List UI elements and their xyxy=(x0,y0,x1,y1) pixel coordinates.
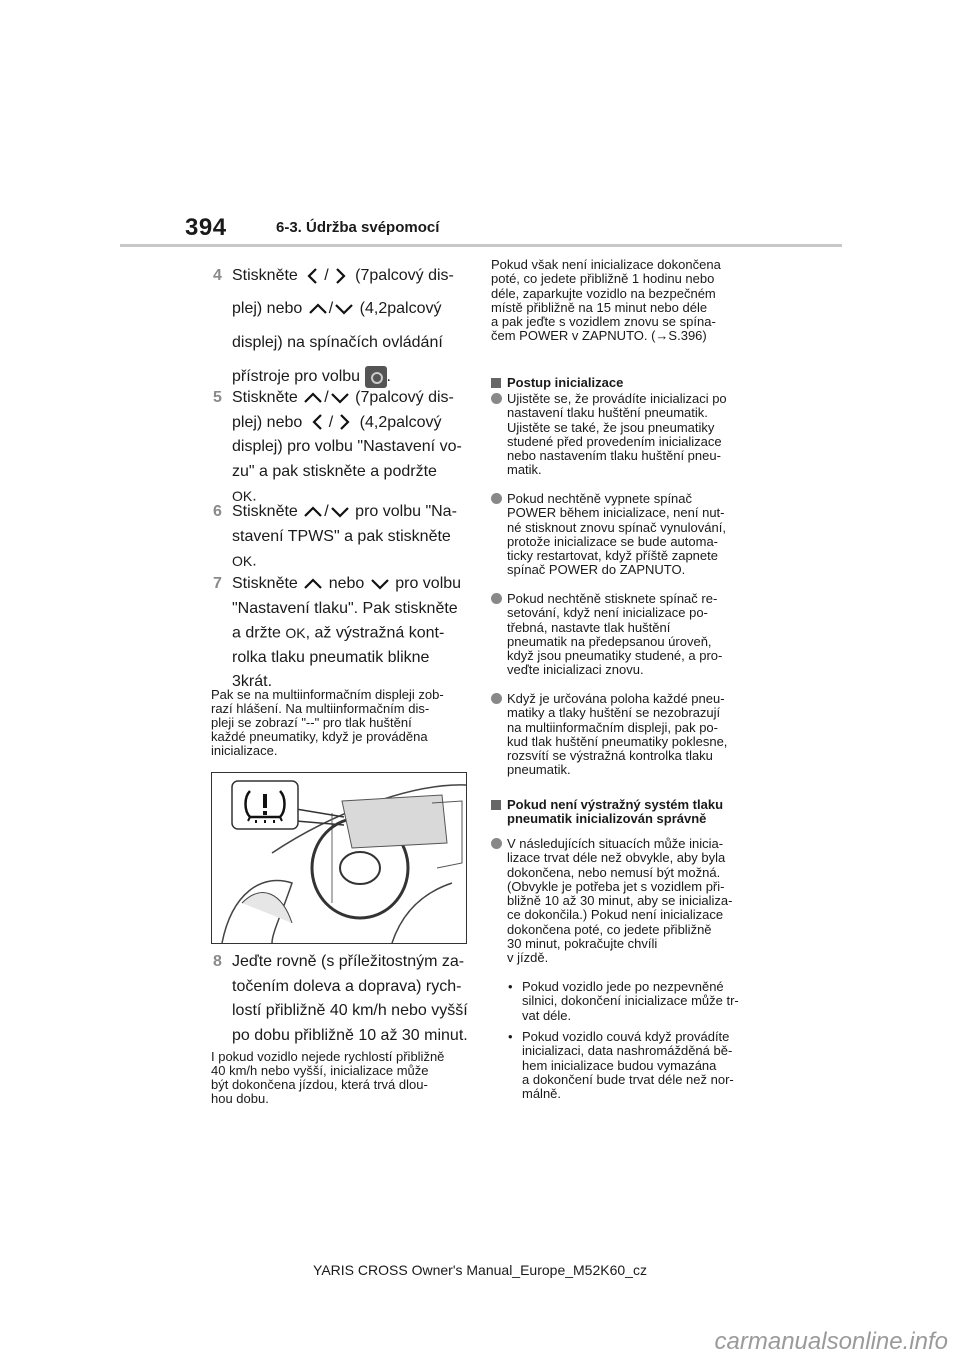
circle-bullet-icon xyxy=(491,393,502,404)
step-text: / xyxy=(328,413,334,431)
para-line: poté, co jedete přibližně 1 hodinu nebo xyxy=(491,271,715,287)
circle-bullet-icon xyxy=(491,593,502,604)
step-text: (4,2palcový xyxy=(359,300,442,317)
step-text: stavení TPWS" a pak stiskněte xyxy=(232,527,451,545)
bullet-line: protože inicializace se bude automa- xyxy=(507,533,719,549)
circle-bullet-icon xyxy=(491,838,502,849)
chevron-left-icon xyxy=(307,413,329,431)
bullet-3 xyxy=(507,592,767,678)
bullet-line: kud tlak huštění pneumatiky poklesne, xyxy=(507,733,728,749)
heading-postup xyxy=(507,376,767,390)
bullet-line: ticky restartovat, když příště zapnete xyxy=(507,548,718,564)
bullet-5 xyxy=(507,837,769,966)
bullet-line: Když je určována poloha každé pneu- xyxy=(507,691,725,706)
bullet-line: POWER během inicializace, není nut- xyxy=(507,505,725,521)
chevron-down-icon xyxy=(369,575,391,593)
bullet-line: matiky a tlaky huštění se nezobrazují xyxy=(507,705,721,721)
para-line: a pak jeďte s vozidlem znovu se spína- xyxy=(491,314,716,330)
chevron-up-icon xyxy=(307,300,329,318)
page-footer: YARIS CROSS Owner's Manual_Europe_M52K60_cz xyxy=(313,1262,647,1278)
heading-text: Postup inicializace xyxy=(507,375,624,390)
dot-bullet-icon: • xyxy=(508,979,513,994)
chevron-right-icon xyxy=(329,267,351,285)
step-text: Jeďte rovně (s příležitostným za- xyxy=(232,953,465,970)
bullet-line: dokončena, nebo nemusí být možná. xyxy=(507,864,721,880)
step-number: 5 xyxy=(213,389,222,406)
note-line: 40 km/h nebo vyšší, inicializace může xyxy=(211,1063,429,1078)
bullet-line: a dokončení bude trvat déle než nor- xyxy=(522,1071,734,1087)
watermark: carmanualsonline.info xyxy=(714,1328,948,1355)
step-text: , až výstražná kont- xyxy=(305,624,445,642)
bullet-4 xyxy=(507,692,767,778)
step-text: rolka tlaku pneumatik blikne xyxy=(232,648,430,666)
bullet-line: 30 minut, pokračujte chvíli xyxy=(507,936,658,952)
bullet-line: v jízdě. xyxy=(507,950,549,966)
step-text: Stiskněte xyxy=(232,503,298,520)
bullet-line: Pokud vozidlo jede po nezpevněné xyxy=(522,979,724,994)
circle-bullet-icon xyxy=(491,693,502,704)
header-rule xyxy=(120,244,842,247)
step-number: 4 xyxy=(213,267,222,284)
bullet-line: když jsou pneumatiky studené, a pro- xyxy=(507,648,723,664)
bullet-line: ce dokončila.) Pokud není inicializace xyxy=(507,907,724,923)
gear-icon xyxy=(365,366,387,388)
note-line: Pak se na multiinformačním displeji zob- xyxy=(211,687,444,702)
bullet-line: nebo nastavením tlaku huštění pneu- xyxy=(507,448,721,464)
step-8 xyxy=(213,950,472,1048)
ok-icon: OK xyxy=(232,488,253,504)
bullet-line: Ujistěte se, že provádíte inicializaci po xyxy=(507,391,727,406)
bullet-line: pneumatik. xyxy=(507,762,571,778)
bullet-line: málně. xyxy=(522,1086,562,1102)
step-5 xyxy=(213,386,472,509)
dashboard-drawing xyxy=(212,773,466,943)
chevron-left-icon xyxy=(302,267,324,285)
step-text: . xyxy=(252,487,257,505)
note-slow-driving xyxy=(211,1050,473,1106)
bullet-line: dokončena poté, co jedete přibližně xyxy=(507,921,712,937)
step-text: Stiskněte xyxy=(232,389,298,406)
note-line: I pokud vozidlo nejede rychlostí přibližně xyxy=(211,1049,445,1064)
bullet-line: spínač POWER do ZAPNUTO. xyxy=(507,562,686,578)
bullet-2 xyxy=(507,492,767,578)
step-text: pro volbu "Na- xyxy=(355,503,457,520)
bullet-line: vat déle. xyxy=(522,1007,572,1023)
bullet-line: Ujistěte se také, že jsou pneumatiky xyxy=(507,419,715,435)
bullet-line: nastavení tlaku huštění pneumatik. xyxy=(507,405,708,421)
bullet-line: setování, když není inicializace po- xyxy=(507,605,708,621)
bullet-line: bližně 10 až 30 minut, aby se inicializa- xyxy=(507,893,733,909)
chevron-down-icon xyxy=(329,503,351,521)
note-line: razí hlášení. Na multiinformačním dis- xyxy=(211,701,430,716)
para-line: déle, zaparkujte vozidlo na bezpečném xyxy=(491,285,716,301)
bullet-line: lizace trvat déle než obvykle, aby byla xyxy=(507,850,726,866)
chevron-up-icon xyxy=(302,389,324,407)
step-text: / xyxy=(328,300,334,317)
sub-bullet-1 xyxy=(508,979,767,1023)
ok-icon: OK xyxy=(232,553,253,569)
bullet-1 xyxy=(507,392,767,478)
note-display-message xyxy=(211,688,473,758)
bullet-line: Pokud vozidlo couvá když provádíte xyxy=(522,1029,730,1044)
step-text: nebo xyxy=(328,575,365,592)
step-text: . xyxy=(252,552,257,570)
dot-bullet-icon: • xyxy=(508,1029,513,1044)
chevron-up-icon xyxy=(302,575,324,593)
step-text: (4,2palcový xyxy=(359,413,442,431)
square-bullet-icon xyxy=(491,378,501,388)
bullet-line: Pokud nechtěně stisknete spínač re- xyxy=(507,591,718,606)
bullet-line: V následujících situacích může inicia- xyxy=(507,836,724,851)
step-text: přístroje pro volbu xyxy=(232,368,361,385)
square-bullet-icon xyxy=(491,800,501,810)
step-text: plej) nebo xyxy=(232,300,303,317)
bullet-line: studené před provedením inicializace xyxy=(507,433,722,449)
intro-paragraph xyxy=(491,258,761,344)
step-text: točením doleva a doprava) rych- xyxy=(232,977,462,995)
para-line: Pokud však není inicializace dokončena xyxy=(491,257,721,272)
note-line: hou dobu. xyxy=(211,1091,269,1106)
bullet-line: pneumatik na předepsanou úroveň, xyxy=(507,633,712,649)
section-title: 6-3. Údržba svépomocí xyxy=(276,219,440,236)
step-text: Stiskněte xyxy=(232,575,298,592)
step-text: a držte xyxy=(232,624,281,642)
step-6 xyxy=(213,500,472,574)
bullet-line: inicializaci, data nashromážděná bě- xyxy=(522,1043,733,1059)
bullet-line: třebná, nastavte tlak huštění xyxy=(507,619,671,635)
bullet-line: hem inicializace budou vymazána xyxy=(522,1057,717,1073)
step-text: 3krát. xyxy=(232,673,273,691)
bullet-line: silnici, dokončení inicializace může tr- xyxy=(522,993,739,1009)
step-text: plej) nebo xyxy=(232,413,303,431)
bullet-line: na multiinformačním displeji, pak po- xyxy=(507,719,718,735)
bullet-line: veďte inicializaci znovu. xyxy=(507,662,644,678)
step-text: pro volbu xyxy=(395,575,462,592)
step-text: / xyxy=(324,267,329,284)
heading-not-initialized xyxy=(507,798,767,827)
note-line: inicializace. xyxy=(211,743,278,758)
step-text: "Nastavení tlaku". Pak stiskněte xyxy=(232,599,458,617)
step-text: . xyxy=(386,368,391,385)
note-line: pleji se zobrazí "--" pro tlak huštění xyxy=(211,715,412,730)
step-text: Stiskněte xyxy=(232,267,298,284)
step-number: 8 xyxy=(213,953,222,970)
page-number: 394 xyxy=(185,214,227,241)
step-text: displej) na spínačích ovládání xyxy=(232,334,443,351)
heading-text: pneumatik inicializován správně xyxy=(507,811,707,827)
chevron-down-icon xyxy=(329,389,351,407)
para-line: čem POWER v ZAPNUTO. (→S.396) xyxy=(491,328,707,344)
step-text: zu" a pak stiskněte a podržte xyxy=(232,462,437,480)
step-number: 6 xyxy=(213,503,222,520)
step-number: 7 xyxy=(213,575,222,592)
dashboard-illustration xyxy=(211,772,467,944)
bullet-line: Pokud nechtěně vypnete spínač xyxy=(507,491,693,506)
bullet-line: né stisknout znovu spínač vynulování, xyxy=(507,519,726,535)
step-text: (7palcový dis- xyxy=(355,389,454,406)
bullet-line: (Obvykle je potřeba jet s vozidlem při- xyxy=(507,878,725,894)
bullet-line: rozsvítí se výstražná kontrolka tlaku xyxy=(507,748,713,764)
circle-bullet-icon xyxy=(491,493,502,504)
ok-icon: OK xyxy=(285,625,306,641)
sub-bullet-2 xyxy=(508,1029,767,1102)
step-text: / xyxy=(324,503,329,520)
chevron-down-icon xyxy=(333,300,355,318)
step-4 xyxy=(213,264,472,390)
heading-text: Pokud není výstražný systém tlaku xyxy=(507,797,724,812)
note-line: být dokončena jízdou, která trvá dlou- xyxy=(211,1077,428,1092)
para-line: místě přibližně na 15 minut nebo déle xyxy=(491,299,708,315)
step-text: lostí přibližně 40 km/h nebo vyšší xyxy=(232,1002,468,1019)
note-line: každé pneumatiky, když je prováděna xyxy=(211,729,428,744)
step-text: displej) pro volbu "Nastavení vo- xyxy=(232,438,462,455)
step-text: / xyxy=(324,389,329,406)
chevron-right-icon xyxy=(333,413,355,431)
step-text: (7palcový dis- xyxy=(355,267,454,284)
chevron-up-icon xyxy=(302,503,324,521)
step-text: po dobu přibližně 10 až 30 minut. xyxy=(232,1026,468,1044)
bullet-line: matik. xyxy=(507,462,542,478)
